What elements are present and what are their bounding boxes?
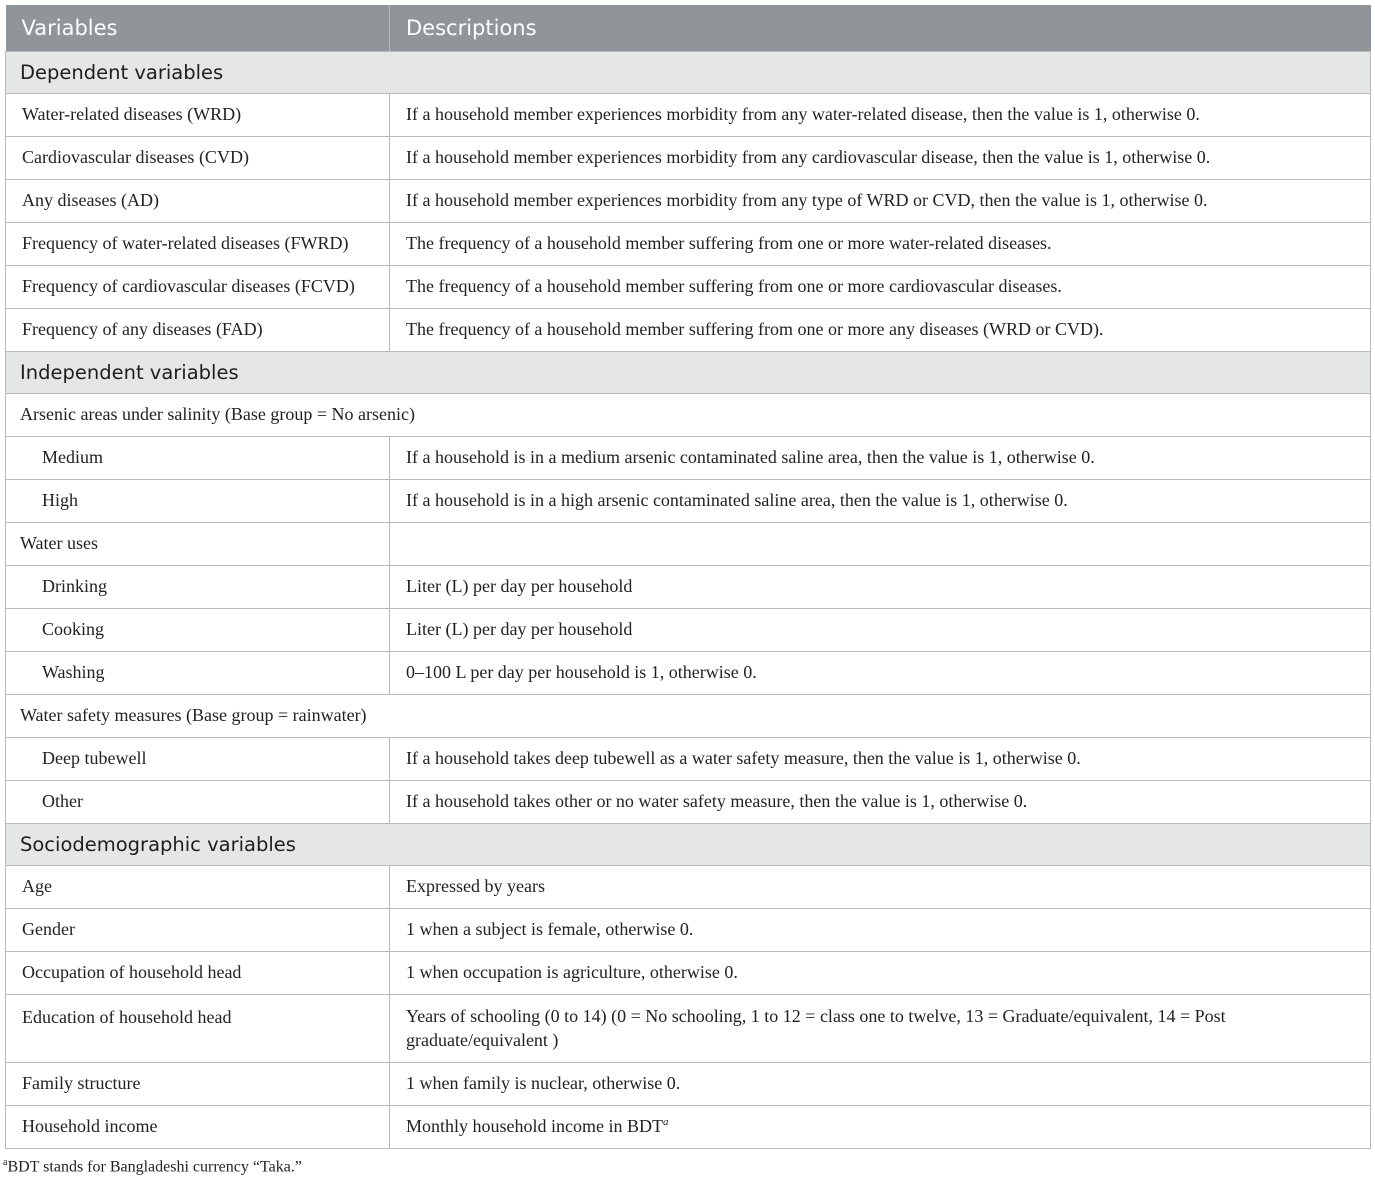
table-row <box>6 265 1371 308</box>
description-cell: If a household member experiences morbidity from any type of WRD or CVD, then the value is 1, otherwise 0. <box>390 179 1371 222</box>
variable-cell: Education of household head <box>6 994 390 1062</box>
description-cell: 1 when a subject is female, otherwise 0. <box>390 908 1371 951</box>
group-arsenic-row <box>6 393 1371 436</box>
group-label: Arsenic areas under salinity (Base group = No arsenic) <box>6 393 1371 436</box>
variable-cell: Frequency of cardiovascular diseases (FCVD) <box>6 265 390 308</box>
variable-cell: Any diseases (AD) <box>6 179 390 222</box>
table-row <box>6 222 1371 265</box>
description-cell: Years of schooling (0 to 14) (0 = No schooling, 1 to 12 = class one to twelve, 13 = Graduate/equivalent, 14 = Post graduate/equivalent ) <box>390 994 1371 1062</box>
description-cell: If a household is in a medium arsenic contaminated saline area, then the value is 1, otherwise 0. <box>390 436 1371 479</box>
table-row <box>6 1105 1371 1148</box>
description-cell: If a household takes other or no water safety measure, then the value is 1, otherwise 0. <box>390 780 1371 823</box>
description-cell: The frequency of a household member suffering from one or more any diseases (WRD or CVD). <box>390 308 1371 351</box>
variable-cell: Drinking <box>6 565 390 608</box>
variable-cell: Frequency of water-related diseases (FWRD) <box>6 222 390 265</box>
variable-cell: Gender <box>6 908 390 951</box>
description-cell: Liter (L) per day per household <box>390 608 1371 651</box>
table-row <box>6 1062 1371 1105</box>
table-row <box>6 136 1371 179</box>
description-cell: If a household is in a high arsenic contaminated saline area, then the value is 1, otherwise 0. <box>390 479 1371 522</box>
description-cell <box>390 1105 1371 1148</box>
variable-cell: Family structure <box>6 1062 390 1105</box>
variable-cell: Household income <box>6 1105 390 1148</box>
table-row <box>6 994 1371 1062</box>
variable-cell: Deep tubewell <box>6 737 390 780</box>
table-row <box>6 565 1371 608</box>
footnote-marker: a <box>662 1116 669 1128</box>
table-row <box>6 179 1371 222</box>
description-text: Monthly household income in BDT <box>406 1116 663 1136</box>
variable-cell: Age <box>6 865 390 908</box>
description-cell: If a household member experiences morbidity from any water-related disease, then the value is 1, otherwise 0. <box>390 93 1371 136</box>
description-cell: 0–100 L per day per household is 1, otherwise 0. <box>390 651 1371 694</box>
description-cell: 1 when occupation is agriculture, otherwise 0. <box>390 951 1371 994</box>
table-row <box>6 608 1371 651</box>
description-cell: 1 when family is nuclear, otherwise 0. <box>390 1062 1371 1105</box>
variable-cell: Washing <box>6 651 390 694</box>
variable-cell: Occupation of household head <box>6 951 390 994</box>
group-label: Water uses <box>6 522 390 565</box>
table-row <box>6 651 1371 694</box>
group-label: Water safety measures (Base group = rainwater) <box>6 694 1371 737</box>
table-row <box>6 951 1371 994</box>
variables-table <box>5 5 1371 1149</box>
table-row <box>6 908 1371 951</box>
section-dependent <box>6 51 1371 93</box>
description-cell: Expressed by years <box>390 865 1371 908</box>
description-cell: If a household member experiences morbidity from any cardiovascular disease, then the value is 1, otherwise 0. <box>390 136 1371 179</box>
table-row <box>6 737 1371 780</box>
table-row <box>6 865 1371 908</box>
variable-cell: Frequency of any diseases (FAD) <box>6 308 390 351</box>
description-cell: Liter (L) per day per household <box>390 565 1371 608</box>
description-cell: If a household takes deep tubewell as a water safety measure, then the value is 1, otherwise 0. <box>390 737 1371 780</box>
group-safety-row <box>6 694 1371 737</box>
table-row <box>6 780 1371 823</box>
footnote-text: BDT stands for Bangladeshi currency “Taka.” <box>7 1158 302 1176</box>
header-variables: Variables <box>6 5 390 51</box>
variable-cell: Medium <box>6 436 390 479</box>
footnote-marker: a <box>3 1157 8 1168</box>
empty-cell <box>390 522 1371 565</box>
variables-table-container <box>5 5 1370 1149</box>
section-sociodemographic <box>6 823 1371 865</box>
variable-cell: Cooking <box>6 608 390 651</box>
table-row <box>6 93 1371 136</box>
section-title: Independent variables <box>6 351 1371 393</box>
variable-cell: High <box>6 479 390 522</box>
table-header-row <box>6 5 1371 51</box>
footnote <box>3 1157 302 1176</box>
section-title: Sociodemographic variables <box>6 823 1371 865</box>
description-cell: The frequency of a household member suffering from one or more cardiovascular diseases. <box>390 265 1371 308</box>
variable-cell: Other <box>6 780 390 823</box>
section-independent <box>6 351 1371 393</box>
description-cell: The frequency of a household member suffering from one or more water-related diseases. <box>390 222 1371 265</box>
table-row <box>6 308 1371 351</box>
variable-cell: Water-related diseases (WRD) <box>6 93 390 136</box>
table-row <box>6 479 1371 522</box>
variable-cell: Cardiovascular diseases (CVD) <box>6 136 390 179</box>
group-water-uses-row <box>6 522 1371 565</box>
section-title: Dependent variables <box>6 51 1371 93</box>
header-descriptions: Descriptions <box>390 5 1371 51</box>
table-row <box>6 436 1371 479</box>
